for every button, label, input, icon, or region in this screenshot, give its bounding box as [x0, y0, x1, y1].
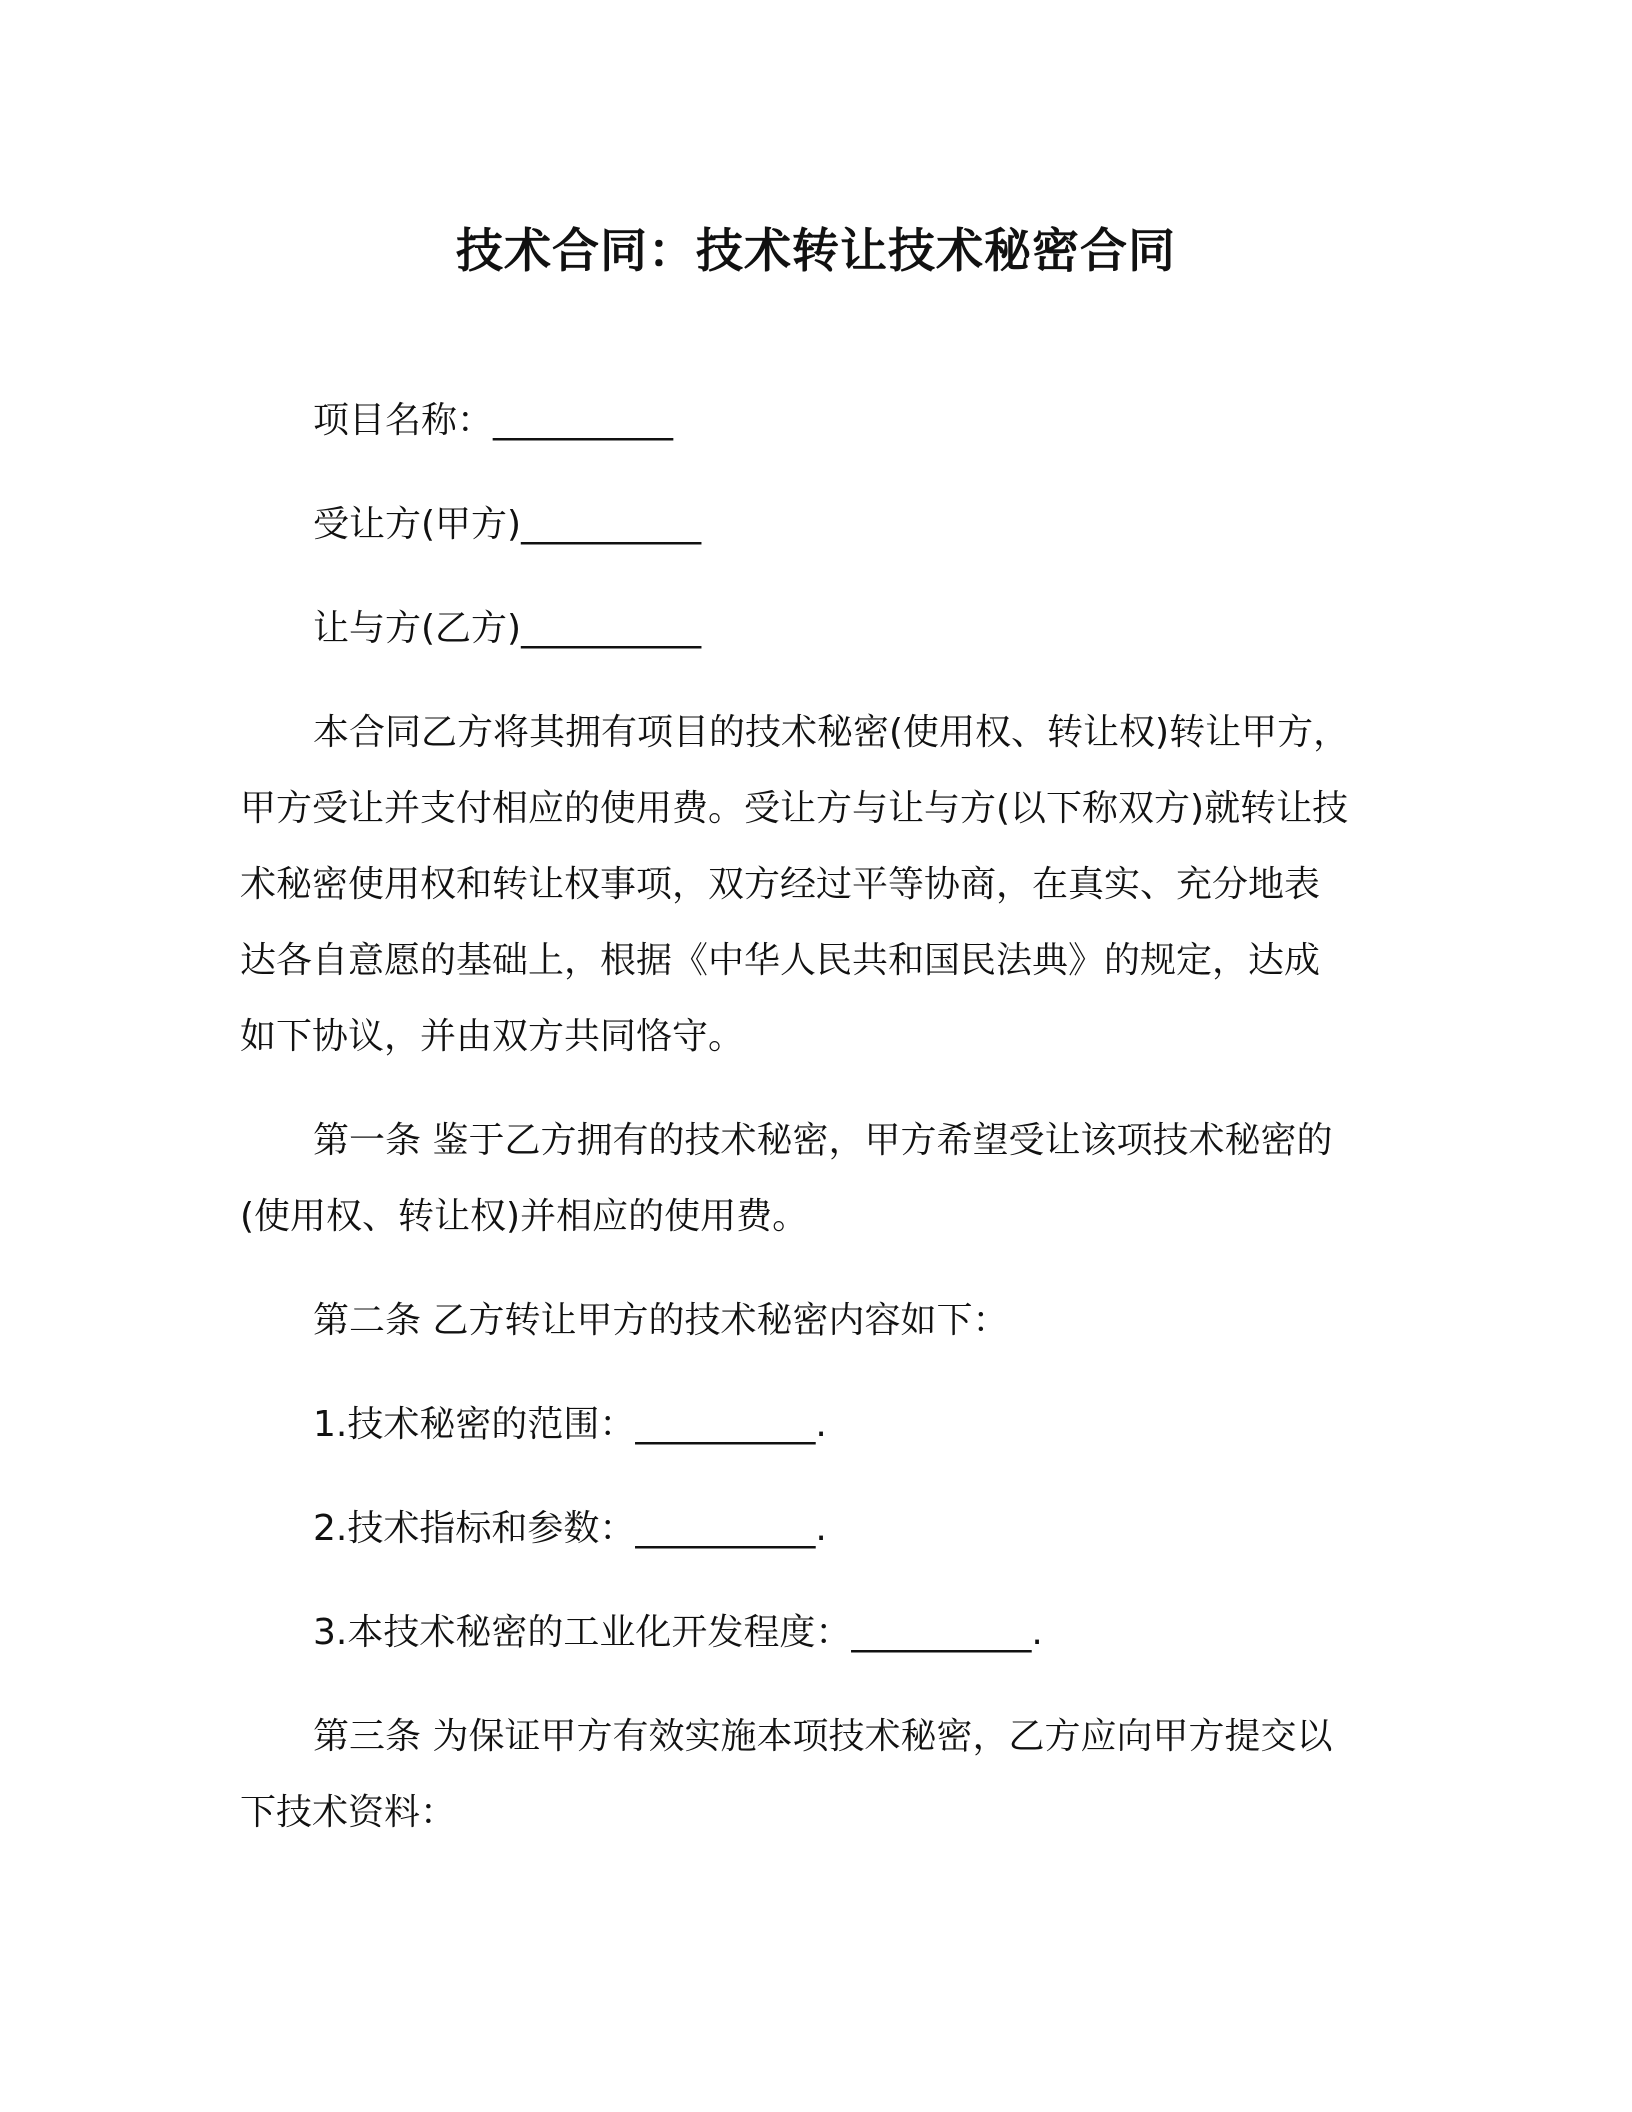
article2-item: 1.技术秘密的范围：__________.	[313, 1404, 827, 1445]
article2-heading: 第二条 乙方转让甲方的技术秘密内容如下：	[313, 1300, 1009, 1341]
article3-line: 下技术资料：	[240, 1792, 457, 1833]
article3-line: 第三条 为保证甲方有效实施本项技术秘密，乙方应向甲方提交以	[313, 1716, 1333, 1757]
preamble-line: 甲方受让并支付相应的使用费。受让方与让与方(以下称双方)就转让技	[240, 788, 1349, 829]
field-project-name: 项目名称：__________	[313, 400, 674, 441]
article1-line: 第一条 鉴于乙方拥有的技术秘密，甲方希望受让该项技术秘密的	[313, 1120, 1333, 1161]
preamble-line: 术秘密使用权和转让权事项，双方经过平等协商，在真实、充分地表	[240, 864, 1321, 905]
field-transferee: 受让方(甲方)__________	[313, 504, 702, 545]
article2-item: 3.本技术秘密的工业化开发程度：__________.	[313, 1612, 1043, 1653]
document-title: 技术合同：技术转让技术秘密合同	[456, 224, 1176, 279]
article2-item: 2.技术指标和参数：__________.	[313, 1508, 827, 1549]
preamble-line: 如下协议，并由双方共同恪守。	[240, 1016, 745, 1057]
preamble-line: 达各自意愿的基础上，根据《中华人民共和国民法典》的规定，达成	[240, 940, 1321, 981]
article1-line: (使用权、转让权)并相应的使用费。	[240, 1196, 809, 1237]
preamble-line: 本合同乙方将其拥有项目的技术秘密(使用权、转让权)转让甲方，	[313, 712, 1350, 753]
field-transferor: 让与方(乙方)__________	[313, 608, 702, 649]
